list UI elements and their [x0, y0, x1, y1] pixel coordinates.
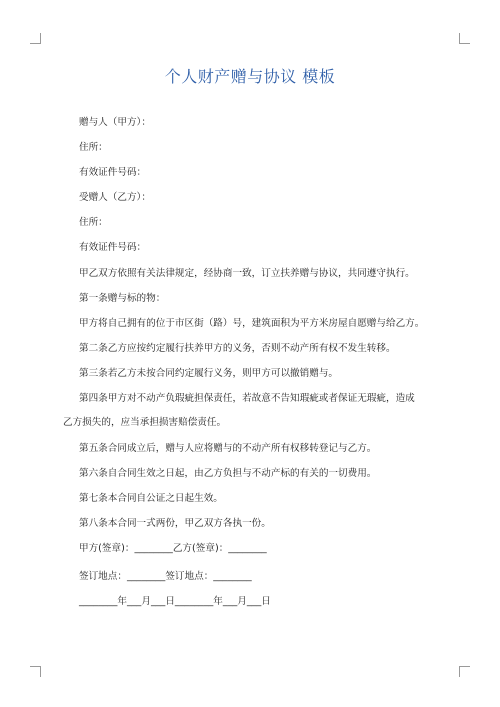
donor-address-label: 住所： — [79, 142, 108, 153]
corner-mark-top-right — [459, 33, 470, 44]
signature-line: 甲方(签章)：________乙方(签章)：________ — [79, 543, 267, 554]
corner-mark-bottom-right — [459, 666, 470, 677]
article-1-heading: 第一条赠与标的物： — [79, 293, 166, 304]
donor-label: 赠与人（甲方）： — [79, 117, 151, 128]
article-1-text: 甲方将自己拥有的位于市区街（路）号，建筑面积为平方米房屋自愿赠与给乙方。 — [79, 318, 425, 329]
signing-place-line: 签订地点：________签订地点：________ — [79, 571, 252, 582]
corner-mark-top-left — [30, 33, 41, 44]
article-7-text: 第七条本合同自公证之日起生效。 — [79, 493, 223, 504]
donor-id-label: 有效证件号码： — [79, 167, 147, 178]
article-4-text-line-2: 乙方损失的，应当承担损害赔偿责任。 — [63, 417, 227, 428]
article-4-text-line-1: 第四条甲方对不动产负瑕疵担保责任，若故意不告知瑕疵或者保证无瑕疵，造成 — [79, 393, 415, 404]
article-2-text: 第二条乙方应按约定履行扶养甲方的义务，否则不动产所有权不发生转移。 — [79, 343, 396, 354]
donee-address-label: 住所： — [79, 217, 108, 228]
donee-label: 受赠人（乙方）： — [79, 192, 151, 203]
article-5-text: 第五条合同成立后，赠与人应将赠与的不动产所有权移转登记与乙方。 — [79, 443, 377, 454]
preamble-paragraph: 甲乙双方依照有关法律规定，经协商一致，订立扶养赠与协议，共同遵守执行。 — [79, 268, 415, 279]
article-6-text: 第六条自合同生效之日起，由乙方负担与不动产标的有关的一切费用。 — [79, 468, 377, 479]
date-line: ________年___月___日________年___月___日 — [79, 596, 271, 607]
corner-mark-bottom-left — [30, 666, 41, 677]
article-3-text: 第三条若乙方未按合同约定履行义务，则甲方可以撤销赠与。 — [79, 368, 339, 379]
article-8-text: 第八条本合同一式两份，甲乙双方各执一份。 — [79, 518, 271, 529]
donee-id-label: 有效证件号码： — [79, 242, 147, 253]
document-title: 个人财产赠与协议 模板 — [164, 67, 336, 86]
